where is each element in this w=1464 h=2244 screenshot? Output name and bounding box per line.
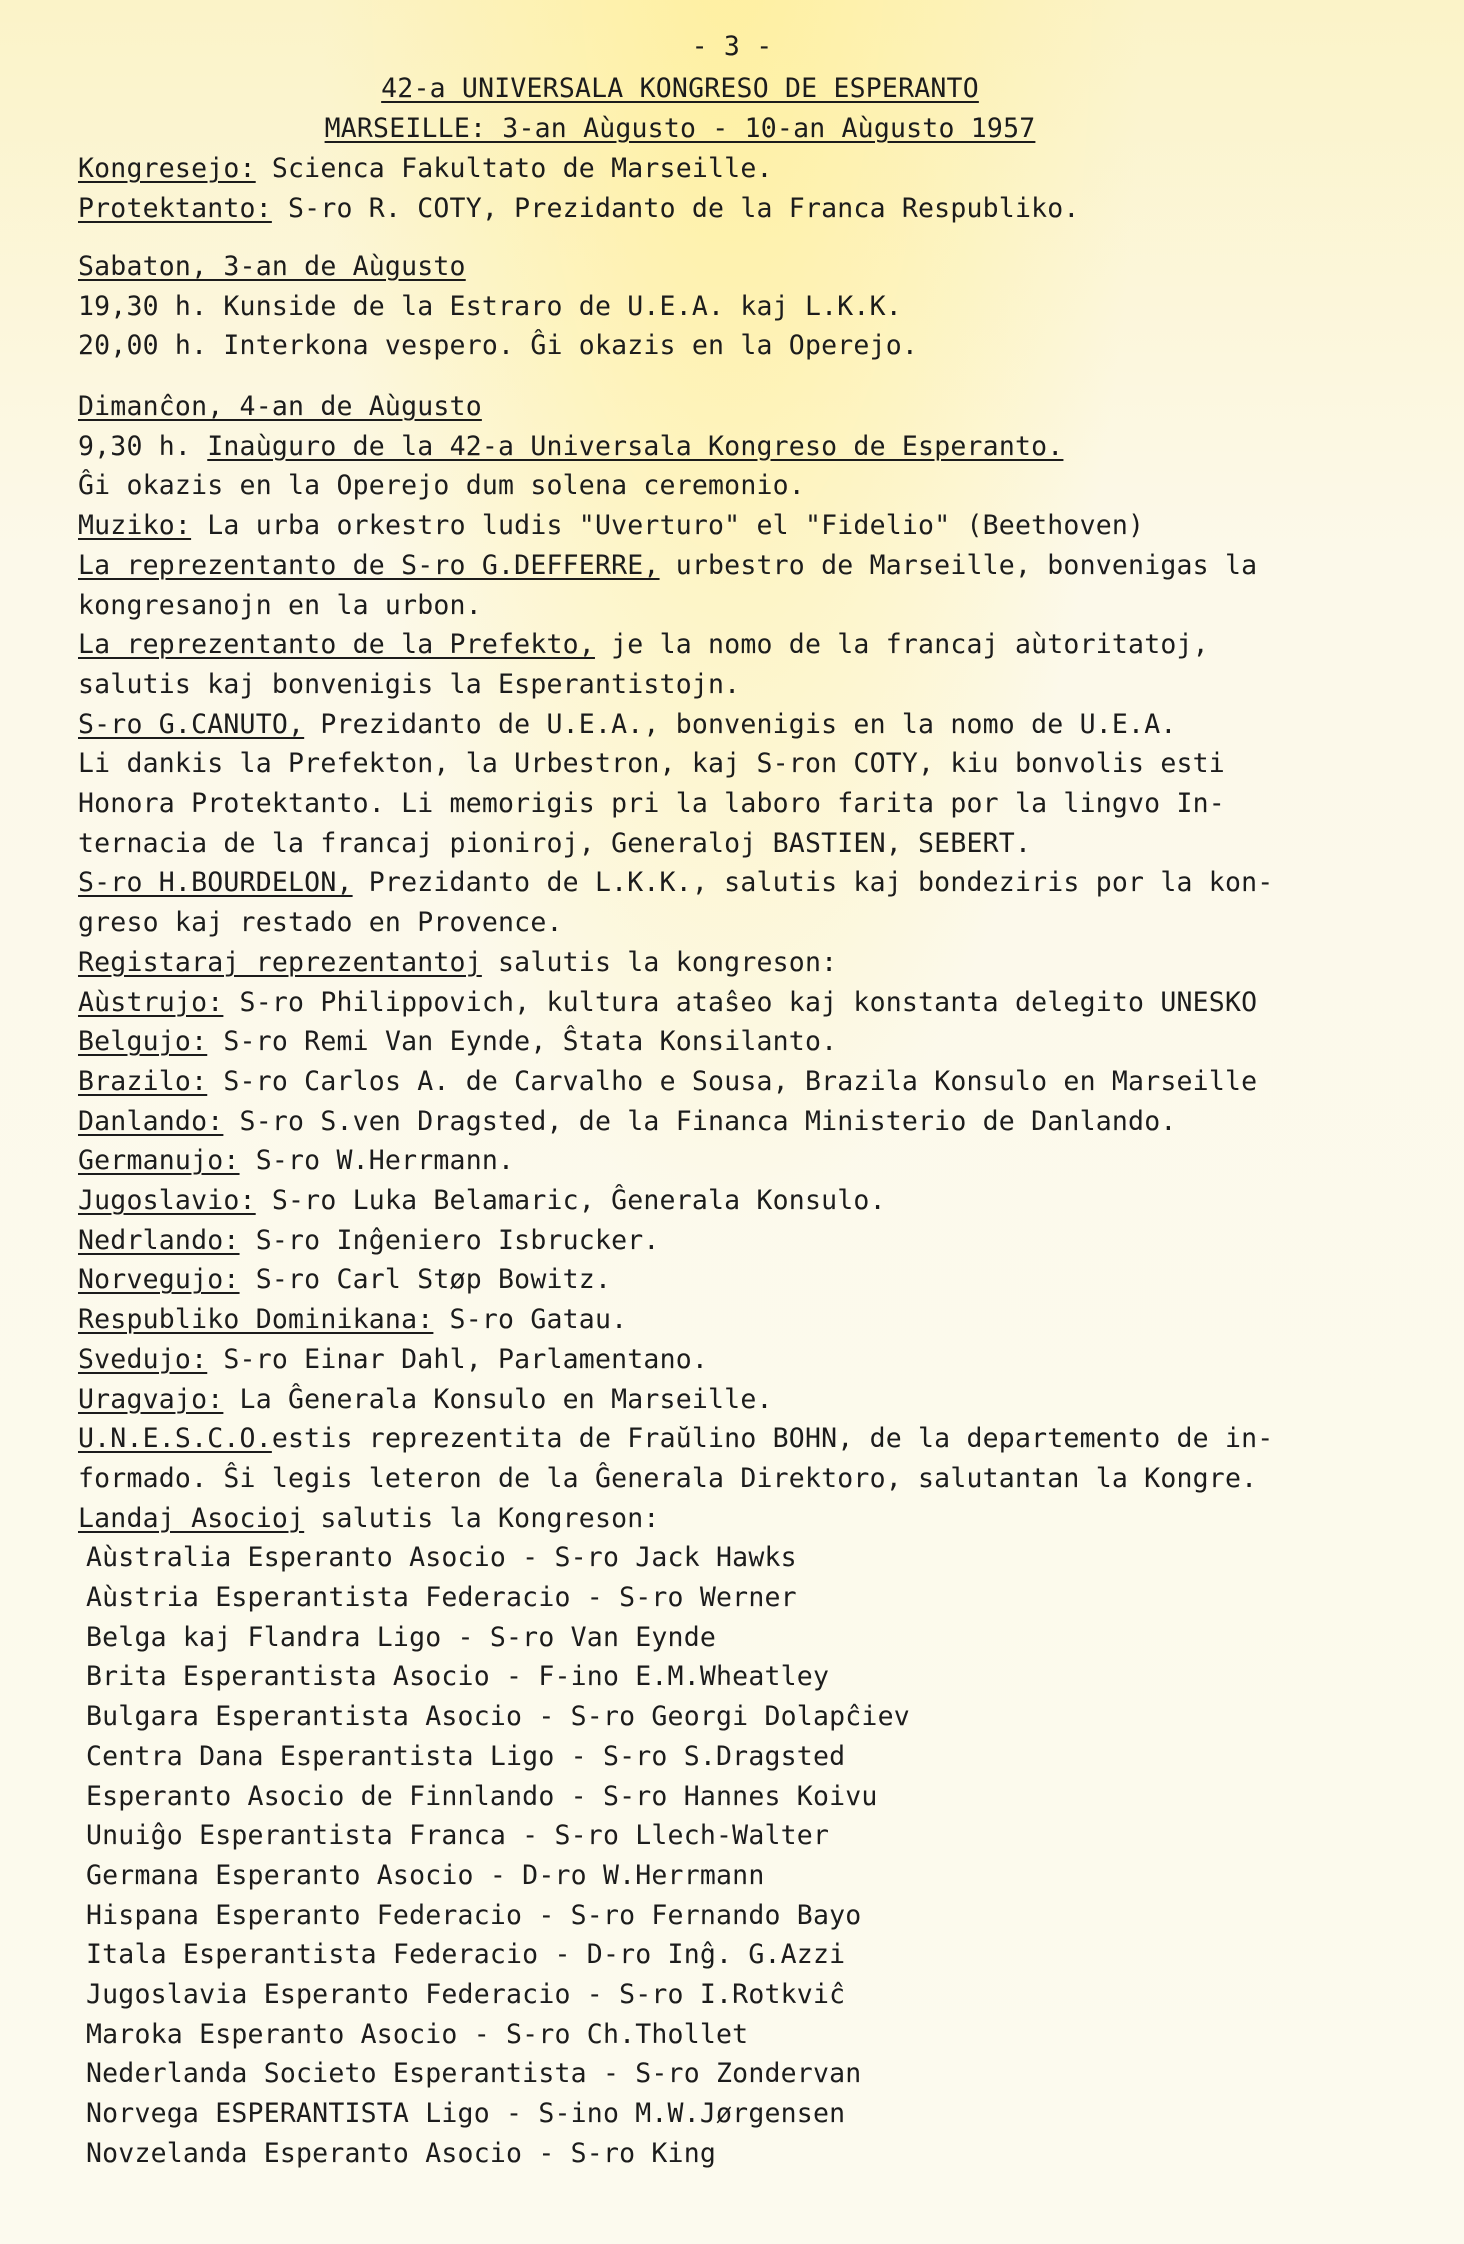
association-text: Germana Esperanto Asocio - D-ro W.Herrmann (86, 1859, 765, 1891)
line-label: S-ro H.BOURDELON, (78, 867, 353, 899)
line-label: Uragvajo: (78, 1383, 224, 1415)
line-text: ternacia de la francaj pioniroj, Generaloj BASTIEN, SEBERT. (78, 827, 1032, 859)
association-text: Centra Dana Esperantista Ligo - S-ro S.Dragsted (86, 1740, 846, 1772)
body-line (78, 1105, 1177, 1139)
line-text: estis reprezentita de Fraŭlino BOHN, de la departemento de in- (271, 1423, 1274, 1455)
association-text: Norvega ESPERANTISTA Ligo - S-ino M.W.Jørgensen (86, 2098, 846, 2130)
line-text: S-ro Inĝeniero Isbrucker. (239, 1224, 660, 1256)
body-line (78, 1224, 660, 1258)
association-item (86, 1541, 797, 1575)
body-line (78, 1422, 1273, 1456)
line-text: S-ro W.Herrmann. (239, 1145, 515, 1177)
association-text: Aùstria Esperantista Federacio - S-ro Werner (86, 1582, 797, 1613)
line-text: greso kaj restado en Provence. (78, 907, 563, 939)
association-text: Brita Esperantista Asocio - F-ino E.M.Wheatley (86, 1661, 830, 1693)
line-text: Honora Protektanto. Li memorigis pri la laboro farita por la lingvo In- (78, 788, 1225, 819)
association-item (86, 1819, 829, 1853)
association-text: Aùstralia Esperanto Asocio - S-ro Jack Hawks (86, 1542, 797, 1574)
association-item (86, 1660, 829, 1694)
line-text: S-ro Luka Belamaric, Ĝenerala Konsulo. (255, 1185, 886, 1216)
association-item (86, 1859, 764, 1893)
association-item (86, 1899, 861, 1933)
line-label: Svedujo: (78, 1343, 208, 1375)
body-line (78, 509, 1144, 543)
line-label: Respubliko Dominikana: (78, 1304, 434, 1336)
line-text: S-ro S.ven Dragsted, de la Financa Ministerio de Danlando. (223, 1105, 1177, 1137)
association-item (86, 1621, 716, 1655)
info-line (78, 192, 1080, 226)
body-line (78, 787, 1225, 821)
heading-text: Dimanĉon, 4-an de Aùgusto (78, 391, 482, 422)
line-label: Nedrlando: (78, 1224, 240, 1256)
association-text: Itala Esperantista Federacio - D-ro Inĝ. G.Azzi (86, 1939, 846, 1971)
page-subtitle: MARSEILLE: 3-an Aùgusto - 10-an Aùgusto 1957 (324, 113, 1036, 144)
body-line (78, 1303, 627, 1337)
schedule-item (78, 430, 1063, 464)
event-title: Inaùguro de la 42-a Universala Kongreso de Esperanto. (207, 430, 1064, 462)
info-label: Protektanto: (78, 192, 272, 224)
body-line (78, 1263, 611, 1297)
association-text: Novzelanda Esperanto Asocio - S-ro King (86, 2137, 717, 2169)
body-line (78, 986, 1257, 1020)
line-text: salutis la kongreson: (481, 946, 838, 978)
info-label: Kongresejo: (78, 153, 256, 184)
body-line (78, 1065, 1257, 1099)
line-label: Aùstrujo: (78, 986, 224, 1018)
association-item (86, 1978, 845, 2012)
line-text: urbestro de Marseille, bonvenigas la (659, 549, 1258, 581)
line-text: S-ro Carlos A. de Carvalho e Sousa, Brazila Konsulo en Marseille (207, 1065, 1258, 1097)
schedule-item (78, 329, 918, 363)
schedule-item (78, 290, 902, 324)
line-label: Danlando: (78, 1105, 224, 1137)
line-label: Muziko: (78, 510, 192, 542)
association-item (86, 1780, 878, 1814)
association-item (86, 1938, 845, 1972)
line-text: kongresanojn en la urbon. (78, 589, 482, 621)
association-text: Esperanto Asocio de Finnlando - S-ro Hannes Koivu (86, 1780, 878, 1812)
association-item (86, 1700, 910, 1734)
schedule-text: 20,00 h. Interkona vespero. Ĝi okazis en la Operejo. (78, 330, 919, 362)
body-line (78, 1502, 660, 1536)
body-line (78, 589, 482, 623)
association-text: Hispana Esperanto Federacio - S-ro Fernando Bayo (86, 1899, 862, 1931)
line-text: formado. Ŝi legis leteron de la Ĝenerala Direktoro, salutantan la Kongre. (78, 1462, 1258, 1494)
association-item (86, 1740, 845, 1774)
body-line (78, 1144, 514, 1178)
body-line (78, 1025, 837, 1059)
association-item (86, 2137, 716, 2171)
association-text: Belga kaj Flandra Ligo - S-ro Van Eynde (86, 1621, 717, 1653)
association-item (86, 2018, 748, 2052)
body-line (78, 827, 1031, 861)
body-line (78, 628, 1209, 662)
line-label: La reprezentanto de la Prefekto, (78, 629, 595, 661)
line-text: salutis kaj bonvenigis la Esperantistojn. (78, 668, 741, 700)
line-label: La reprezentanto de S-ro G.DEFFERRE, (78, 549, 660, 581)
line-label: Jugoslavio: (78, 1185, 256, 1216)
association-text: Nederlanda Societo Esperantista - S-ro Zondervan (86, 2058, 862, 2090)
association-item (86, 1581, 797, 1615)
line-text: S-ro Gatau. (433, 1304, 628, 1336)
association-item (86, 2097, 845, 2131)
body-line (78, 1383, 773, 1417)
info-text: S-ro R. COTY, Prezidanto de la Franca Respubliko. (271, 192, 1080, 224)
line-label: Norvegujo: (78, 1264, 240, 1296)
heading-text: Sabaton, 3-an de Aùgusto (78, 251, 466, 282)
line-text: S-ro Philippovich, kultura ataŝeo kaj konstanta delegito UNESKO (223, 986, 1258, 1018)
body-line (78, 708, 1177, 742)
line-text: Prezidanto de U.E.A., bonvenigis en la nomo de U.E.A. (304, 708, 1177, 740)
line-text: S-ro Remi Van Eynde, Ŝtata Konsilanto. (207, 1026, 838, 1058)
association-text: Maroka Esperanto Asocio - S-ro Ch.Thollet (86, 2018, 749, 2050)
schedule-text: 19,30 h. Kunside de la Estraro de U.E.A. kaj L.K.K. (78, 290, 902, 322)
association-text: Unuiĝo Esperantista Franca - S-ro Llech-Walter (86, 1820, 830, 1852)
body-line (78, 906, 563, 940)
line-label: Belgujo: (78, 1026, 208, 1058)
body-line (78, 1343, 708, 1377)
line-text: Li dankis la Prefekton, la Urbestron, kaj S-ron COTY, kiu bonvolis esti (78, 748, 1225, 780)
event-time: 9,30 h. (78, 430, 208, 462)
association-text: Bulgara Esperantista Asocio - S-ro Georgi Dolapĉiev (86, 1701, 910, 1733)
body-line (78, 946, 837, 980)
section-heading (78, 250, 466, 284)
body-line (78, 469, 805, 503)
line-text: Prezidanto de L.K.K., salutis kaj bondeziris por la kon- (352, 867, 1274, 899)
line-label: S-ro G.CANUTO, (78, 708, 305, 740)
association-item (86, 2057, 861, 2091)
line-text: je la nomo de la francaj aùtoritatoj, (594, 629, 1209, 661)
line-label: Brazilo: (78, 1065, 208, 1097)
page-number: - 3 - (691, 31, 773, 62)
line-label: Germanujo: (78, 1145, 240, 1177)
page-title: 42-a UNIVERSALA KONGRESO DE ESPERANTO (381, 73, 979, 104)
info-text: Scienca Fakultato de Marseille. (255, 153, 773, 184)
body-line (78, 866, 1273, 900)
body-line (78, 1184, 886, 1218)
section-heading (78, 390, 482, 424)
line-text: salutis la Kongreson: (304, 1502, 660, 1534)
body-line (78, 549, 1257, 583)
info-line (78, 152, 773, 186)
body-line (78, 1462, 1257, 1496)
line-label: U.N.E.S.C.O. (78, 1423, 272, 1455)
line-text: Ĝi okazis en la Operejo dum solena ceremonio. (78, 470, 805, 502)
line-text: La Ĝenerala Konsulo en Marseille. (223, 1383, 773, 1415)
line-text: La urba orkestro ludis "Uverturo" el "Fidelio" (Beethoven) (191, 510, 1145, 542)
line-text: S-ro Einar Dahl, Parlamentano. (207, 1343, 709, 1375)
body-line (78, 747, 1225, 781)
body-line (78, 668, 740, 702)
association-text: Jugoslavia Esperanto Federacio - S-ro I.Rotkviĉ (86, 1979, 846, 2010)
line-label: Landaj Asocioj (78, 1502, 305, 1534)
line-label: Registaraj reprezentantoj (78, 946, 482, 978)
line-text: S-ro Carl Støp Bowitz. (239, 1264, 612, 1296)
